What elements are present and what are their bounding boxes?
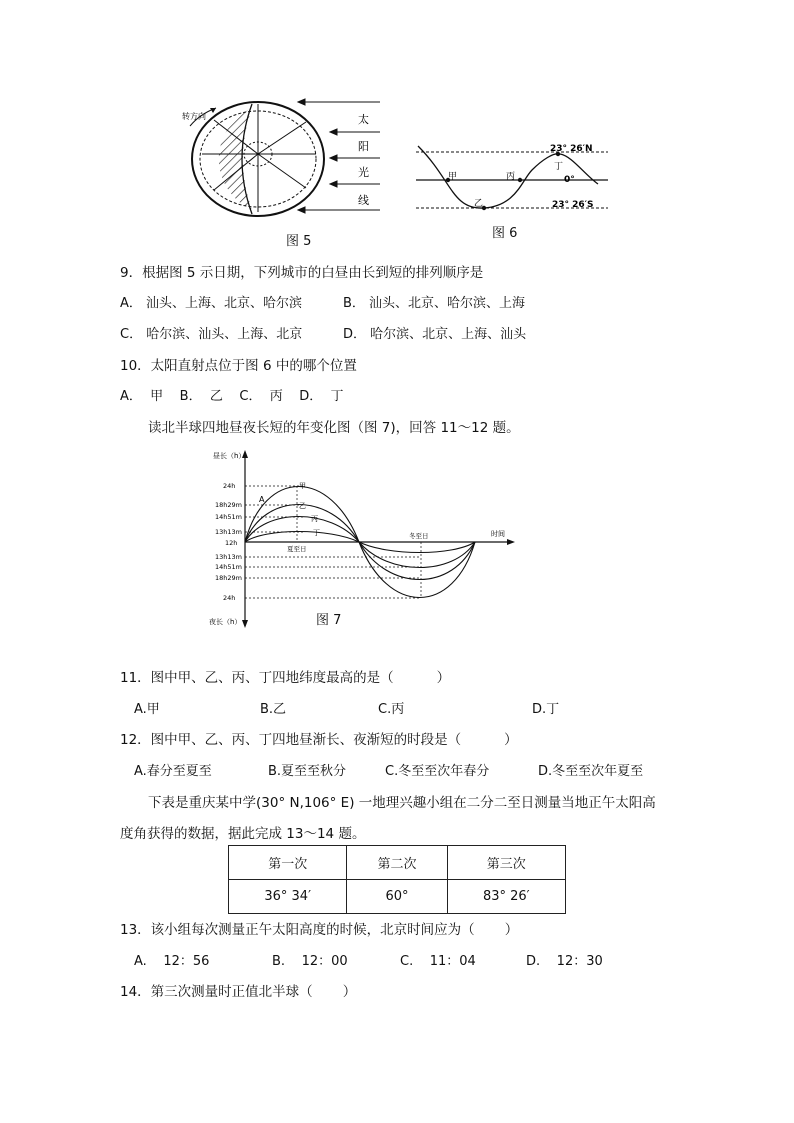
table-header-row: [229, 846, 566, 880]
table-header-3: 第三次: [447, 846, 565, 880]
question-11-option-a[interactable]: A.甲: [134, 702, 160, 717]
tick-13h13m-bottom: 13h13m: [215, 553, 242, 561]
equator-label: 0°: [564, 175, 575, 185]
tick-24h-top: 24h: [223, 482, 236, 490]
question-10-options[interactable]: A． 甲 B． 乙 C． 丙 D． 丁: [120, 389, 344, 404]
figure-6-caption: 图 6: [492, 226, 518, 241]
question-9-option-c[interactable]: C． 哈尔滨、汕头、上海、北京: [120, 327, 303, 342]
question-9-option-b[interactable]: B． 汕头、北京、哈尔滨、上海: [343, 296, 526, 311]
figure-5: [180, 92, 390, 227]
question-11-stem: 11．图中甲、乙、丙、丁四地纬度最高的是（ ）: [120, 670, 451, 686]
question-12-option-c[interactable]: C.冬至至次年春分: [385, 764, 490, 779]
tick-13h13m-top: 13h13m: [215, 528, 242, 536]
tick-18h29m-top: 18h29m: [215, 501, 242, 509]
lat-north-label: 23° 26′N: [550, 144, 593, 154]
winter-solstice-label: 冬至日: [409, 532, 429, 540]
question-10-stem: 10．太阳直射点位于图 6 中的哪个位置: [120, 358, 357, 374]
curve-label-yi: 乙: [299, 502, 306, 510]
sun-label-2: 阳: [358, 140, 369, 153]
figure-6: [412, 140, 612, 220]
tick-14h51m-bottom: 14h51m: [215, 563, 242, 571]
table-row: [229, 880, 566, 914]
tick-18h29m-bottom: 18h29m: [215, 574, 242, 582]
question-14-stem: 14．第三次测量时正值北半球（ ）: [120, 984, 357, 1000]
point-yi: 乙: [474, 199, 484, 209]
sun-label-3: 光: [358, 166, 369, 179]
sun-label-1: 太: [358, 113, 369, 126]
question-13-option-d[interactable]: D. 12：30: [526, 954, 603, 969]
figure-5-caption: 图 5: [286, 234, 312, 249]
question-11-option-b[interactable]: B.乙: [260, 702, 287, 717]
summer-solstice-label: 夏至日: [287, 545, 307, 553]
point-jia: 甲: [448, 172, 458, 182]
question-13-option-b[interactable]: B. 12：00: [272, 954, 348, 969]
x-axis-label: 时间: [491, 530, 505, 538]
question-11-option-d[interactable]: D.丁: [532, 702, 560, 717]
y-axis-top-label: 昼长（h）: [213, 452, 246, 460]
table-header-2: 第二次: [347, 846, 447, 880]
figure-7-caption: 图 7: [316, 613, 342, 628]
table-value-3: 83° 26′: [447, 880, 565, 914]
table-value-2: 60°: [347, 880, 447, 914]
question-11-option-c[interactable]: C.丙: [378, 702, 405, 717]
question-12-option-d[interactable]: D.冬至至次年夏至: [538, 764, 644, 779]
question-12-option-a[interactable]: A.春分至夏至: [134, 764, 212, 779]
curve-label-ding: 丁: [313, 529, 320, 537]
point-bing: 丙: [506, 172, 516, 182]
y-axis-bottom-label: 夜长（h）: [209, 618, 242, 626]
intro-13-14-line2: 度角获得的数据，据此完成 13～14 题。: [120, 826, 366, 842]
question-12-option-b[interactable]: B.夏至至秋分: [268, 764, 347, 779]
curve-label-jia: 甲: [299, 482, 306, 490]
curve-label-bing: 丙: [311, 515, 318, 523]
night-side: [219, 108, 252, 210]
point-ding: 丁: [554, 162, 564, 172]
sun-label-4: 线: [358, 194, 369, 207]
table-header-1: 第一次: [229, 846, 347, 880]
question-13-stem: 13．该小组每次测量正午太阳高度的时候，北京时间应为（ ）: [120, 922, 519, 938]
question-9-stem: 9．根据图 5 示日期，下列城市的白昼由长到短的排列顺序是: [120, 265, 484, 281]
curve-label-a: A: [259, 495, 265, 504]
question-9-option-a[interactable]: A． 汕头、上海、北京、哈尔滨: [120, 296, 303, 311]
rotation-label: 转方向: [182, 112, 206, 121]
tick-14h51m-top: 14h51m: [215, 513, 242, 521]
question-13-option-c[interactable]: C. 11：04: [400, 954, 476, 969]
question-12-stem: 12．图中甲、乙、丙、丁四地昼渐长、夜渐短的时段是（ ）: [120, 732, 518, 748]
tick-12h: 12h: [225, 539, 238, 547]
tick-24h-bottom: 24h: [223, 594, 236, 602]
question-13-option-a[interactable]: A. 12：56: [134, 954, 210, 969]
lat-south-label: 23° 26′S: [552, 200, 594, 210]
question-9-option-d[interactable]: D． 哈尔滨、北京、上海、汕头: [343, 327, 527, 342]
intro-13-14-line1: 下表是重庆某中学(30° N,106° E) 一地理兴趣小组在二分二至日测量当地正午太阳高: [148, 795, 656, 811]
intro-11-12: 读北半球四地昼夜长短的年变化图（图 7)，回答 11～12 题。: [148, 420, 520, 436]
sun-angle-table: [228, 845, 566, 914]
figure-7: [205, 448, 525, 628]
table-value-1: 36° 34′: [229, 880, 347, 914]
